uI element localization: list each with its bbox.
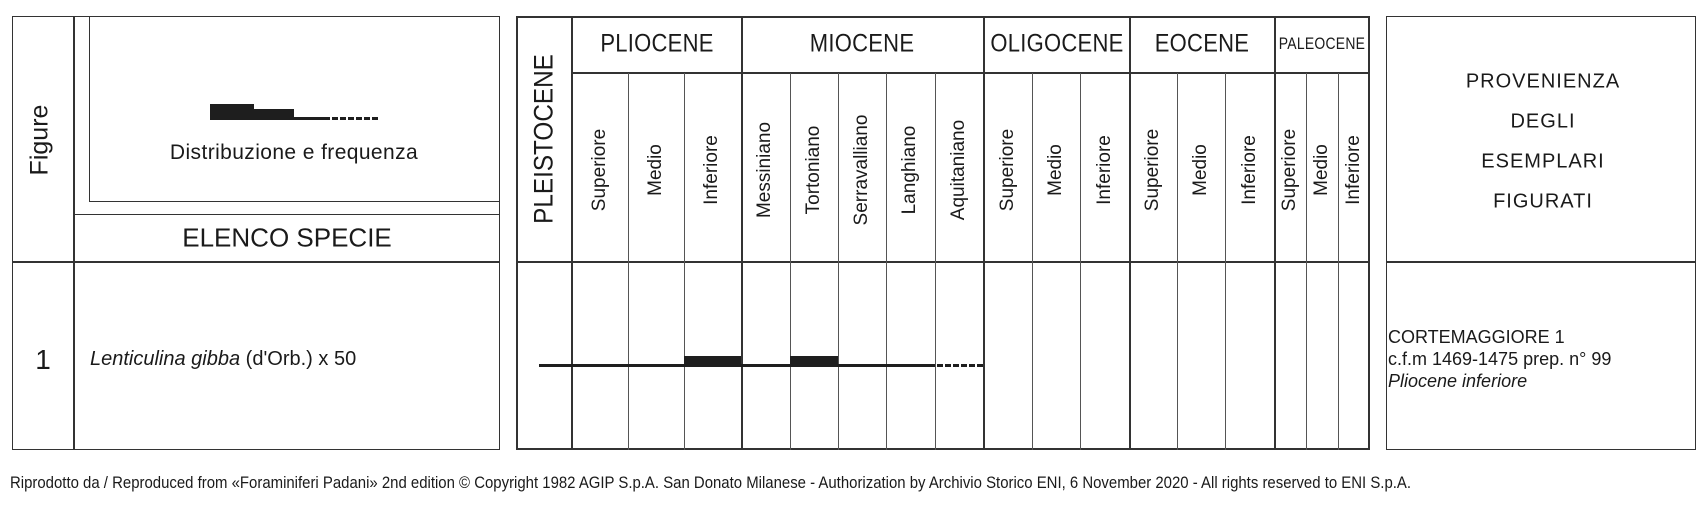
pliocene-miocene-divider bbox=[741, 16, 743, 450]
stage-divider bbox=[790, 73, 791, 450]
species-name bbox=[90, 348, 356, 371]
provenance-header-divider bbox=[1386, 261, 1696, 263]
figure-header: Figure bbox=[25, 104, 54, 176]
epoch-row-divider bbox=[571, 72, 1370, 74]
stage-oligocene-medio: Medio bbox=[1045, 144, 1066, 196]
stage-aquitaniano: Aquitaniano bbox=[948, 119, 969, 221]
provenance-header-line3: ESEMPLARI bbox=[1481, 150, 1605, 173]
range-line-messiniano bbox=[741, 364, 790, 367]
stage-divider bbox=[1338, 73, 1339, 450]
frequency-bar-pliocene-inferiore bbox=[684, 356, 741, 367]
epoch-eocene: EOCENE bbox=[1154, 29, 1250, 58]
miocene-oligocene-divider bbox=[983, 16, 985, 450]
legend-frequency-dashed bbox=[332, 117, 378, 120]
species-author: (d'Orb.) x 50 bbox=[240, 348, 357, 370]
epoch-pliocene: PLIOCENE bbox=[600, 29, 714, 58]
species-genus: Lenticulina gibba bbox=[90, 348, 241, 370]
stage-divider bbox=[935, 73, 936, 450]
epoch-oligocene: OLIGOCENE bbox=[990, 29, 1124, 58]
provenance-header-line4: FIGURATI bbox=[1493, 190, 1593, 213]
provenance-locality: CORTEMAGGIORE 1 bbox=[1388, 327, 1565, 347]
stage-eocene-medio: Medio bbox=[1190, 144, 1211, 196]
legend-box bbox=[89, 16, 500, 202]
stage-pliocene-medio: Medio bbox=[645, 144, 666, 196]
frequency-bar-tortoniano bbox=[790, 356, 838, 367]
stage-oligocene-superiore: Superiore bbox=[997, 128, 1018, 212]
epoch-pleistocene: PLEISTOCENE bbox=[528, 54, 559, 224]
stage-divider bbox=[1177, 73, 1178, 450]
stage-divider bbox=[1080, 73, 1081, 450]
stage-pliocene-inferiore: Inferiore bbox=[701, 135, 722, 205]
pleistocene-divider bbox=[571, 16, 573, 450]
provenance-header-line2: DEGLI bbox=[1510, 110, 1576, 133]
stage-divider bbox=[628, 73, 629, 450]
epoch-paleocene: PALEOCENE bbox=[1278, 34, 1366, 53]
stage-eocene-inferiore: Inferiore bbox=[1239, 135, 1260, 205]
stage-paleocene-inferiore: Inferiore bbox=[1343, 135, 1364, 205]
stage-oligocene-inferiore: Inferiore bbox=[1094, 135, 1115, 205]
range-line-pleistocene-pliocene bbox=[539, 364, 684, 367]
species-header: ELENCO SPECIE bbox=[182, 222, 392, 253]
range-line-serravalliano-langhiano bbox=[838, 364, 935, 367]
stage-divider bbox=[1225, 73, 1226, 450]
stage-divider bbox=[1032, 73, 1033, 450]
header-data-divider bbox=[516, 261, 1370, 263]
stage-langhiano: Langhiano bbox=[899, 125, 920, 215]
eocene-paleocene-divider bbox=[1274, 16, 1276, 450]
stage-paleocene-medio: Medio bbox=[1311, 144, 1332, 196]
provenance-sample: c.f.m 1469-1475 prep. n° 99 bbox=[1388, 349, 1612, 369]
legend-frequency-bar-medium bbox=[254, 109, 294, 120]
provenance-age: Pliocene inferiore bbox=[1388, 371, 1528, 391]
stage-divider bbox=[1306, 73, 1307, 450]
stage-divider bbox=[838, 73, 839, 450]
stage-paleocene-superiore: Superiore bbox=[1279, 128, 1300, 212]
provenance-header-line1: PROVENIENZA bbox=[1465, 70, 1621, 93]
stage-eocene-superiore: Superiore bbox=[1142, 128, 1163, 212]
legend-frequency-bar-low bbox=[294, 117, 330, 120]
range-dashed-aquitaniano bbox=[937, 364, 983, 367]
legend-label: Distribuzione e frequenza bbox=[169, 141, 419, 164]
epoch-miocene: MIOCENE bbox=[809, 29, 915, 58]
stage-messiniano: Messiniano bbox=[754, 121, 775, 219]
stage-serravalliano: Serravalliano bbox=[851, 114, 872, 226]
stage-divider bbox=[886, 73, 887, 450]
stage-pliocene-superiore: Superiore bbox=[589, 128, 610, 212]
stratigraphic-chart bbox=[516, 16, 1370, 450]
copyright-footer: Riprodotto da / Reproduced from «Foraminiferi Padani» 2nd edition © Copyright 1982 AGIP S.p.A. San Donato Milanese - Authorization by Archivio Storico ENI, 6 November 2020 - All rights reserved to ENI S.p.A. bbox=[10, 474, 1412, 492]
oligocene-eocene-divider bbox=[1129, 16, 1131, 450]
stage-tortoniano: Tortoniano bbox=[803, 125, 824, 215]
row-number: 1 bbox=[35, 344, 51, 375]
stage-divider bbox=[684, 73, 685, 450]
legend-frequency-bar-high bbox=[210, 104, 254, 120]
